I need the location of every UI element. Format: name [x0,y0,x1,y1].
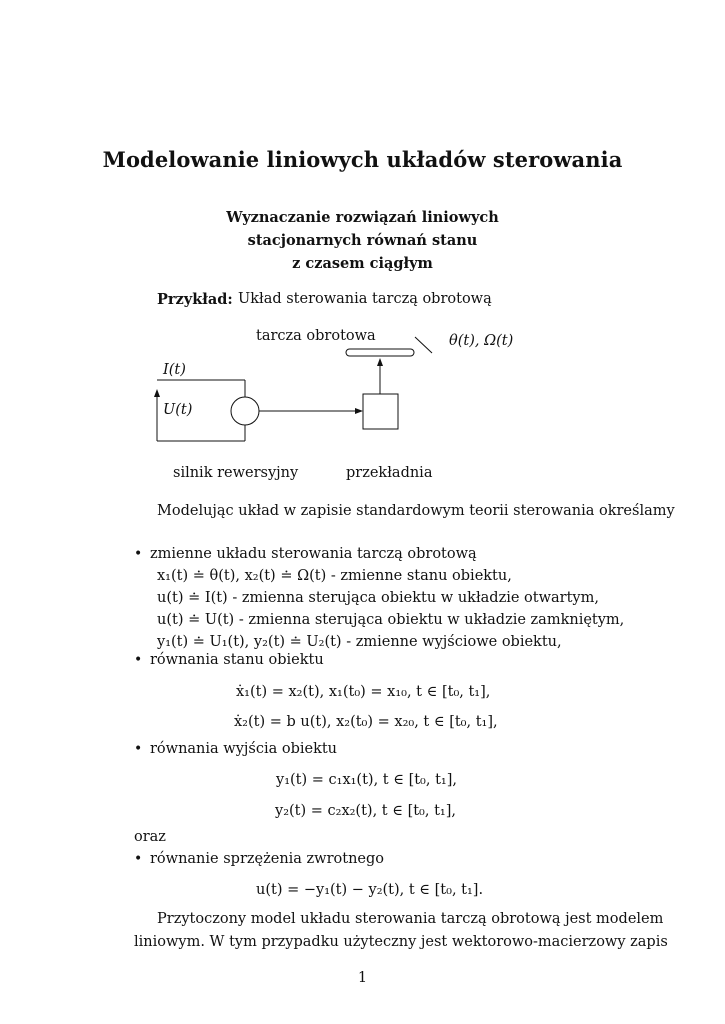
bullet-4-text: równanie sprzężenia zwrotnego [150,851,385,867]
bullet-1-text: zmienne układu sterowania tarczą obrotową [150,546,477,562]
output-equation-2: y₂(t) = c₂x₂(t), t ∈ [t₀, t₁], [275,803,456,819]
closing-line-1: Przytoczony model układu sterowania tarczą obrotową jest modelem [157,911,664,927]
gear-box [363,394,398,429]
motor-to-gear-arrowhead [355,408,363,414]
state-equation-1: ẋ₁(t) = x₂(t), x₁(t₀) = x₁₀, t ∈ [t₀, t₁], [236,684,491,700]
control-closed-line: u(t) ≐ U(t) - zmienna sterująca obiektu w układzie zamkniętym, [157,612,625,628]
rotating-disc [346,349,414,356]
current-label: I(t) [163,362,186,378]
closing-line-2: liniowym. W tym przypadku użyteczny jest wektorowo-macierzowy zapis [134,934,668,950]
voltage-label: U(t) [163,402,193,418]
voltage-arrowhead [154,389,160,397]
disc-label: tarcza obrotowa [256,328,376,344]
angle-label: θ(t), Ω(t) [449,333,514,349]
page-number: 1 [357,970,368,986]
bullet-2-text: równania stanu obiektu [150,652,324,668]
angle-pointer-line [415,337,432,353]
subtitle-line-2: stacjonarnych równań stanu [247,232,478,249]
example-label: Przykład: [157,291,233,308]
example-text: Układ sterowania tarczą obrotową [238,291,492,307]
bullet-marker: • [134,851,143,867]
intro-paragraph: Modelując układ w zapisie standardowym teorii sterowania określamy [157,503,675,519]
subtitle-line-3: z czasem ciągłym [292,255,433,272]
motor-label: silnik rewersyjny [173,465,299,481]
bullet-marker: • [134,741,143,757]
motor-circle [231,397,259,425]
bullet-3-text: równania wyjścia obiektu [150,741,338,757]
output-vars-line: y₁(t) ≐ U₁(t), y₂(t) ≐ U₂(t) - zmienne wyjściowe obiektu, [157,634,562,650]
output-equation-1: y₁(t) = c₁x₁(t), t ∈ [t₀, t₁], [276,772,457,788]
page-title: Modelowanie liniowych układów sterowania [102,147,623,172]
state-vars-line: x₁(t) ≐ θ(t), x₂(t) ≐ Ω(t) - zmienne stanu obiektu, [157,568,512,584]
shaft-arrowhead [377,358,383,366]
bullet-marker: • [134,546,143,562]
bullet-marker: • [134,652,143,668]
subtitle-line-1: Wyznaczanie rozwiązań liniowych [226,209,499,226]
control-open-line: u(t) ≐ I(t) - zmienna sterująca obiektu w układzie otwartym, [157,590,599,606]
state-equation-2: ẋ₂(t) = b u(t), x₂(t₀) = x₂₀, t ∈ [t₀, t₁], [234,714,498,730]
gear-label: przekładnia [346,465,433,481]
feedback-equation: u(t) = −y₁(t) − y₂(t), t ∈ [t₀, t₁]. [256,882,484,898]
oraz-word: oraz [134,829,166,845]
